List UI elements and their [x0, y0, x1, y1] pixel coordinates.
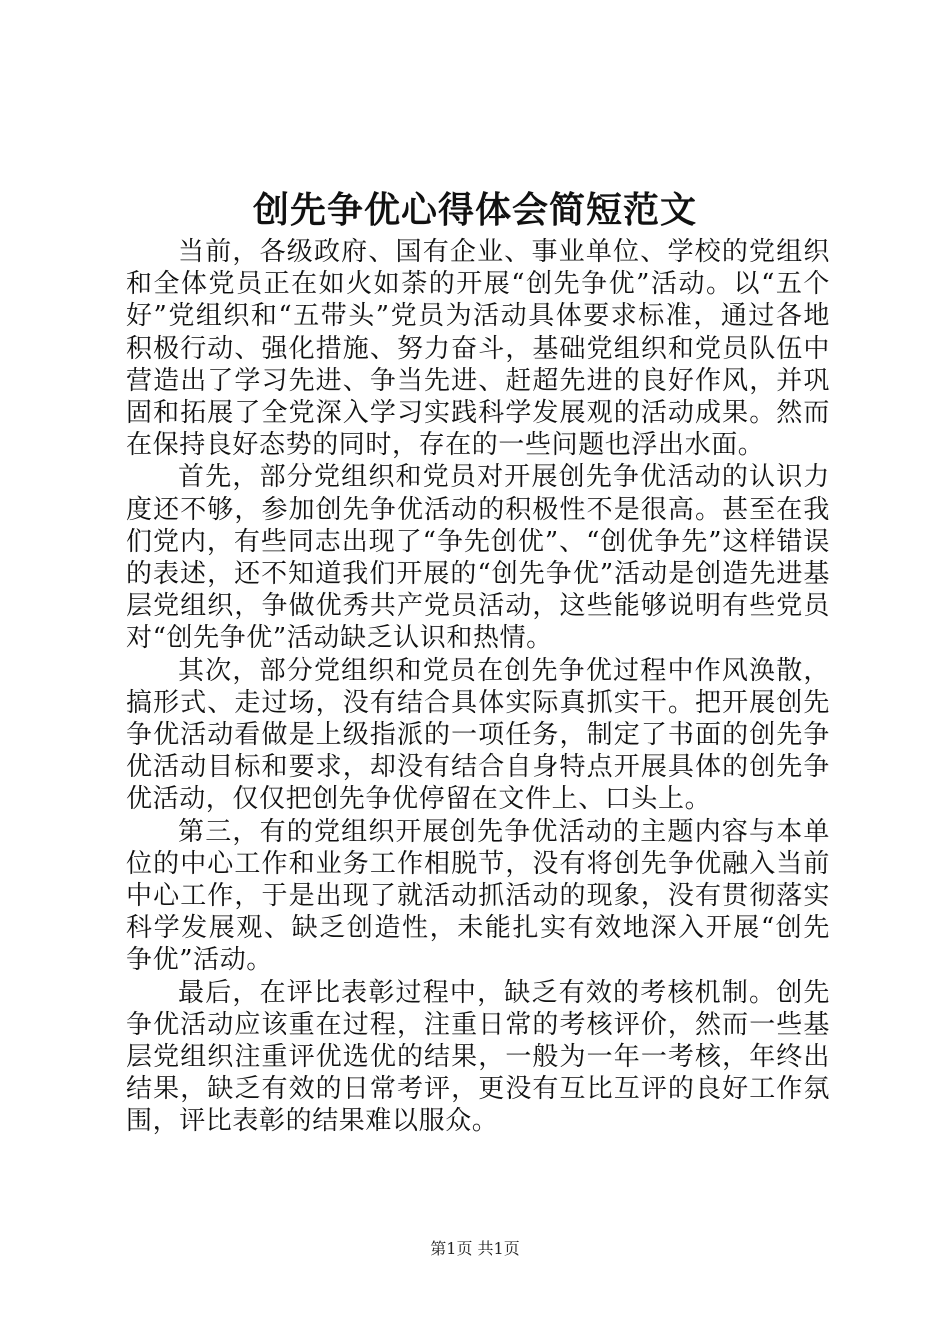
paragraph-intro: 当前，各级政府、国有企业、事业单位、学校的党组织和全体党员正在如火如荼的开展“创先争优”活动。以“五个好”党组织和“五带头”党员为活动具体要求标准，通过各地积极行动、强化措施、努力奋斗，基础党组织和党员队伍中营造出了学习先进、争当先进、赶超先进的良好作风，并巩固和拓展了全党深入学习实践科学发展观的活动成果。然而在保持良好态势的同时，存在的一些问题也浮出水面。: [126, 237, 830, 461]
paragraph-first-issue: 首先，部分党组织和党员对开展创先争优活动的认识力度还不够，参加创先争优活动的积极性不是很高。甚至在我们党内，有些同志出现了“争先创优”、“创优争先”这样错误的表述，还不知道我们开展的“创先争优”活动是创造先进基层党组织，争做优秀共产党员活动，这些能够说明有些党员对“创先争优”活动缺乏认识和热情。: [126, 462, 830, 654]
paragraph-third-issue: 第三，有的党组织开展创先争优活动的主题内容与本单位的中心工作和业务工作相脱节，没有将创先争优融入当前中心工作，于是出现了就活动抓活动的现象，没有贯彻落实科学发展观、缺乏创造性，未能扎实有效地深入开展“创先争优”活动。: [126, 816, 830, 976]
paragraph-second-issue: 其次，部分党组织和党员在创先争优过程中作风涣散，搞形式、走过场，没有结合具体实际真抓实干。把开展创先争优活动看做是上级指派的一项任务，制定了书面的创先争优活动目标和要求，却没有结合自身特点开展具体的创先争优活动，仅仅把创先争优停留在文件上、口头上。: [126, 655, 830, 815]
page-number-footer: 第1页 共1页: [430, 1239, 520, 1258]
document-body: [126, 236, 830, 1138]
paragraph-final-issue: 最后，在评比表彰过程中，缺乏有效的考核机制。创先争优活动应该重在过程，注重日常的考核评价，然而一些基层党组织注重评优选优的结果，一般为一年一考核，年终出结果，缺乏有效的日常考评，更没有互比互评的良好工作氛围，评比表彰的结果难以服众。: [126, 977, 830, 1137]
document-title: 创先争优心得体会简短范文: [252, 189, 697, 231]
